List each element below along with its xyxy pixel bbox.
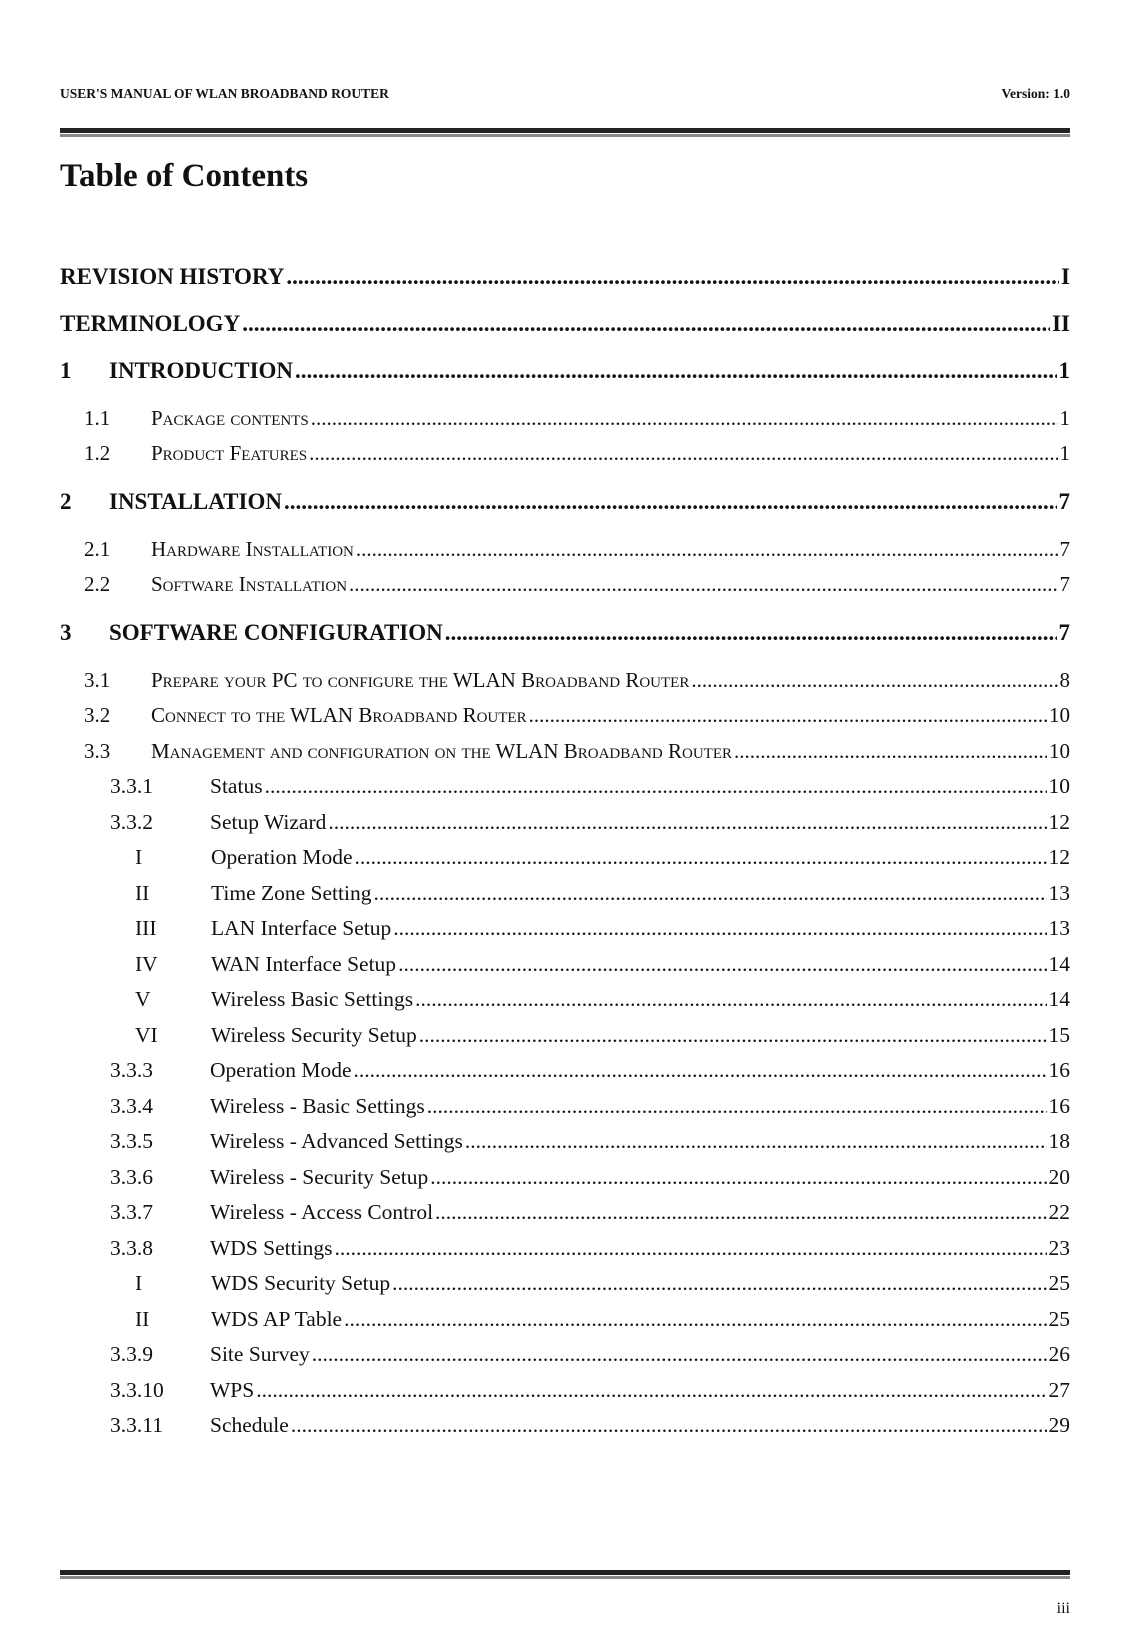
toc-entry-label: Status <box>210 774 263 798</box>
toc-entry-label: LAN Interface Setup <box>211 916 392 940</box>
toc-entry-label: Wireless - Access Control <box>210 1200 434 1224</box>
toc-entry-label: Setup Wizard <box>210 810 327 834</box>
toc-entry-page: 10 <box>1049 739 1070 763</box>
toc-entry-page: 12 <box>1048 845 1070 869</box>
toc-entry-setup-wizard[interactable] <box>60 810 1070 835</box>
toc-entry-number: 3.3.10 <box>110 1378 164 1402</box>
toc-entry-label: Software Installation <box>151 572 348 596</box>
toc-entry-wireless-access-control[interactable] <box>60 1200 1070 1225</box>
toc-entry-page: 7 <box>1059 537 1070 561</box>
toc-entry-product-features[interactable] <box>60 441 1070 466</box>
toc-entry-number: 3.3.11 <box>110 1413 163 1437</box>
toc-entry-management-configuration[interactable] <box>60 739 1070 764</box>
header-manual-title: USER'S MANUAL OF WLAN BROADBAND ROUTER <box>60 86 389 101</box>
toc-entry-wireless-advanced[interactable] <box>60 1129 1070 1154</box>
footer-rule <box>60 1570 1070 1580</box>
toc-entry-number: 3.3.3 <box>110 1058 153 1082</box>
toc-entry-label: Wireless Security Setup <box>211 1023 417 1047</box>
toc-entry-number: VI <box>135 1023 158 1047</box>
toc-entry-number: II <box>135 1307 150 1331</box>
toc-entry-wizard-operation-mode[interactable] <box>60 845 1070 870</box>
toc-entry-page: 10 <box>1049 703 1070 727</box>
page-title: Table of Contents <box>60 158 309 194</box>
toc-entry-time-zone-setting[interactable] <box>60 881 1070 906</box>
toc-entry-number: 3.3.6 <box>110 1165 153 1189</box>
toc-entry-lan-interface-setup[interactable] <box>60 916 1070 941</box>
toc-entry-installation[interactable] <box>60 489 1070 515</box>
toc-entry-label: Operation Mode <box>211 845 353 869</box>
toc-entry-number: 3.3 <box>84 739 111 763</box>
toc-entry-wireless-security-setup[interactable] <box>60 1023 1070 1048</box>
toc-entry-number: 3.3.9 <box>110 1342 153 1366</box>
toc-entry-page: 29 <box>1048 1413 1070 1437</box>
page-header <box>60 86 1070 106</box>
toc-entry-page: 14 <box>1048 987 1070 1011</box>
toc-entry-label: Product Features <box>151 441 308 465</box>
toc-entry-page: 1 <box>1059 406 1070 430</box>
toc-entry-number: 3.3.7 <box>110 1200 153 1224</box>
toc-entry-page: 12 <box>1048 810 1070 834</box>
toc-entry-page: I <box>1061 264 1070 289</box>
page-number: iii <box>1056 1600 1070 1617</box>
toc-entry-label: Site Survey <box>210 1342 310 1366</box>
toc-entry-wireless-security[interactable] <box>60 1165 1070 1190</box>
toc-entry-label: INTRODUCTION <box>109 358 294 383</box>
toc-entry-number: IV <box>135 952 158 976</box>
toc-entry-label: Hardware Installation <box>151 537 354 561</box>
toc-entry-software-installation[interactable] <box>60 572 1070 597</box>
toc-entry-label: INSTALLATION <box>109 489 282 514</box>
toc-entry-number: 2 <box>60 489 72 514</box>
toc-entry-number: I <box>135 845 143 869</box>
toc-entry-label: WPS <box>210 1378 255 1402</box>
toc-entry-page: 8 <box>1059 668 1070 692</box>
toc-entry-page: 15 <box>1048 1023 1070 1047</box>
header-version: Version: 1.0 <box>1001 86 1070 101</box>
toc-entry-terminology[interactable] <box>60 311 1070 337</box>
toc-entry-page: 16 <box>1048 1058 1070 1082</box>
toc-entry-number: 2.2 <box>84 572 111 596</box>
toc-entry-hardware-installation[interactable] <box>60 537 1070 562</box>
toc-entry-page: 22 <box>1048 1200 1070 1224</box>
toc-entry-label: Operation Mode <box>210 1058 352 1082</box>
toc-entry-package-contents[interactable] <box>60 406 1070 431</box>
toc-entry-page: 1 <box>1059 441 1070 465</box>
toc-entry-page: 7 <box>1058 489 1070 514</box>
toc-entry-page: 1 <box>1058 358 1070 383</box>
toc-entry-page: 26 <box>1048 1342 1070 1366</box>
toc-entry-number: 3 <box>60 620 72 645</box>
toc-entry-wireless-basic[interactable] <box>60 1094 1070 1119</box>
toc-entry-page: 27 <box>1048 1378 1070 1402</box>
toc-entry-status[interactable] <box>60 774 1070 799</box>
toc-entry-label: REVISION HISTORY <box>60 264 285 289</box>
toc-entry-page: 10 <box>1048 774 1070 798</box>
toc-entry-label: WDS Settings <box>210 1236 333 1260</box>
toc-entry-page: 13 <box>1048 916 1070 940</box>
toc-entry-label: Wireless Basic Settings <box>211 987 414 1011</box>
toc-entry-number: 3.3.1 <box>110 774 153 798</box>
toc-entry-label: SOFTWARE CONFIGURATION <box>109 620 443 645</box>
toc-entry-number: 3.3.5 <box>110 1129 153 1153</box>
toc-entry-number: 3.2 <box>84 703 111 727</box>
toc-entry-introduction[interactable] <box>60 358 1070 384</box>
toc-entry-prepare-pc[interactable] <box>60 668 1070 693</box>
toc-entry-label: Schedule <box>210 1413 289 1437</box>
toc-entry-number: 2.1 <box>84 537 111 561</box>
toc-entry-connect-router[interactable] <box>60 703 1070 728</box>
toc-entry-number: I <box>135 1271 143 1295</box>
toc-entry-wan-interface-setup[interactable] <box>60 952 1070 977</box>
toc-entry-number: 3.3.2 <box>110 810 153 834</box>
toc-entry-page: 7 <box>1059 572 1070 596</box>
toc-entry-page: 23 <box>1048 1236 1070 1260</box>
toc-entry-page: 16 <box>1048 1094 1070 1118</box>
toc-entry-page: 13 <box>1048 881 1070 905</box>
toc-entry-label: Package contents <box>151 406 309 430</box>
toc-entry-wds-security-setup[interactable] <box>60 1271 1070 1296</box>
toc-entry-page: 25 <box>1048 1307 1070 1331</box>
toc-entry-label: Time Zone Setting <box>211 881 372 905</box>
toc-entry-wps[interactable] <box>60 1378 1070 1403</box>
toc-entry-page: 14 <box>1048 952 1070 976</box>
toc-entry-wireless-basic-settings[interactable] <box>60 987 1070 1012</box>
toc-entry-software-configuration[interactable] <box>60 620 1070 646</box>
toc-entry-wds-settings[interactable] <box>60 1236 1070 1261</box>
toc-entry-operation-mode[interactable] <box>60 1058 1070 1083</box>
toc-entry-number: 1 <box>60 358 72 383</box>
toc-entry-label: WAN Interface Setup <box>211 952 397 976</box>
toc-entry-label: Wireless - Advanced Settings <box>210 1129 463 1153</box>
toc-entry-page: 20 <box>1048 1165 1070 1189</box>
toc-entry-number: 3.1 <box>84 668 111 692</box>
toc-entry-number: 3.3.4 <box>110 1094 153 1118</box>
toc-entry-wds-ap-table[interactable] <box>60 1307 1070 1332</box>
toc-entry-page: 25 <box>1048 1271 1070 1295</box>
header-rule <box>60 128 1070 138</box>
toc-entry-site-survey[interactable] <box>60 1342 1070 1367</box>
toc-entry-number: 3.3.8 <box>110 1236 153 1260</box>
toc-entry-revision-history[interactable] <box>60 264 1070 290</box>
toc-entry-label: Connect to the WLAN Broadband Router <box>151 703 527 727</box>
toc-entry-label: Wireless - Basic Settings <box>210 1094 425 1118</box>
toc-entry-label: WDS AP Table <box>211 1307 343 1331</box>
toc-entry-label: Wireless - Security Setup <box>210 1165 429 1189</box>
toc-entry-page: II <box>1052 311 1070 336</box>
toc-entry-label: TERMINOLOGY <box>60 311 241 336</box>
toc-entry-label: Management and configuration on the WLAN Broadband Router <box>151 739 733 763</box>
toc-entry-page: 7 <box>1058 620 1070 645</box>
toc-entry-label: WDS Security Setup <box>211 1271 391 1295</box>
toc-entry-schedule[interactable] <box>60 1413 1070 1438</box>
toc-entry-number: III <box>135 916 157 940</box>
toc-entry-number: V <box>135 987 151 1011</box>
toc-entry-page: 18 <box>1048 1129 1070 1153</box>
toc-entry-number: 1.1 <box>84 406 111 430</box>
toc-entry-label: Prepare your PC to configure the WLAN Broadband Router <box>151 668 690 692</box>
toc-entry-number: II <box>135 881 150 905</box>
toc-entry-number: 1.2 <box>84 441 111 465</box>
